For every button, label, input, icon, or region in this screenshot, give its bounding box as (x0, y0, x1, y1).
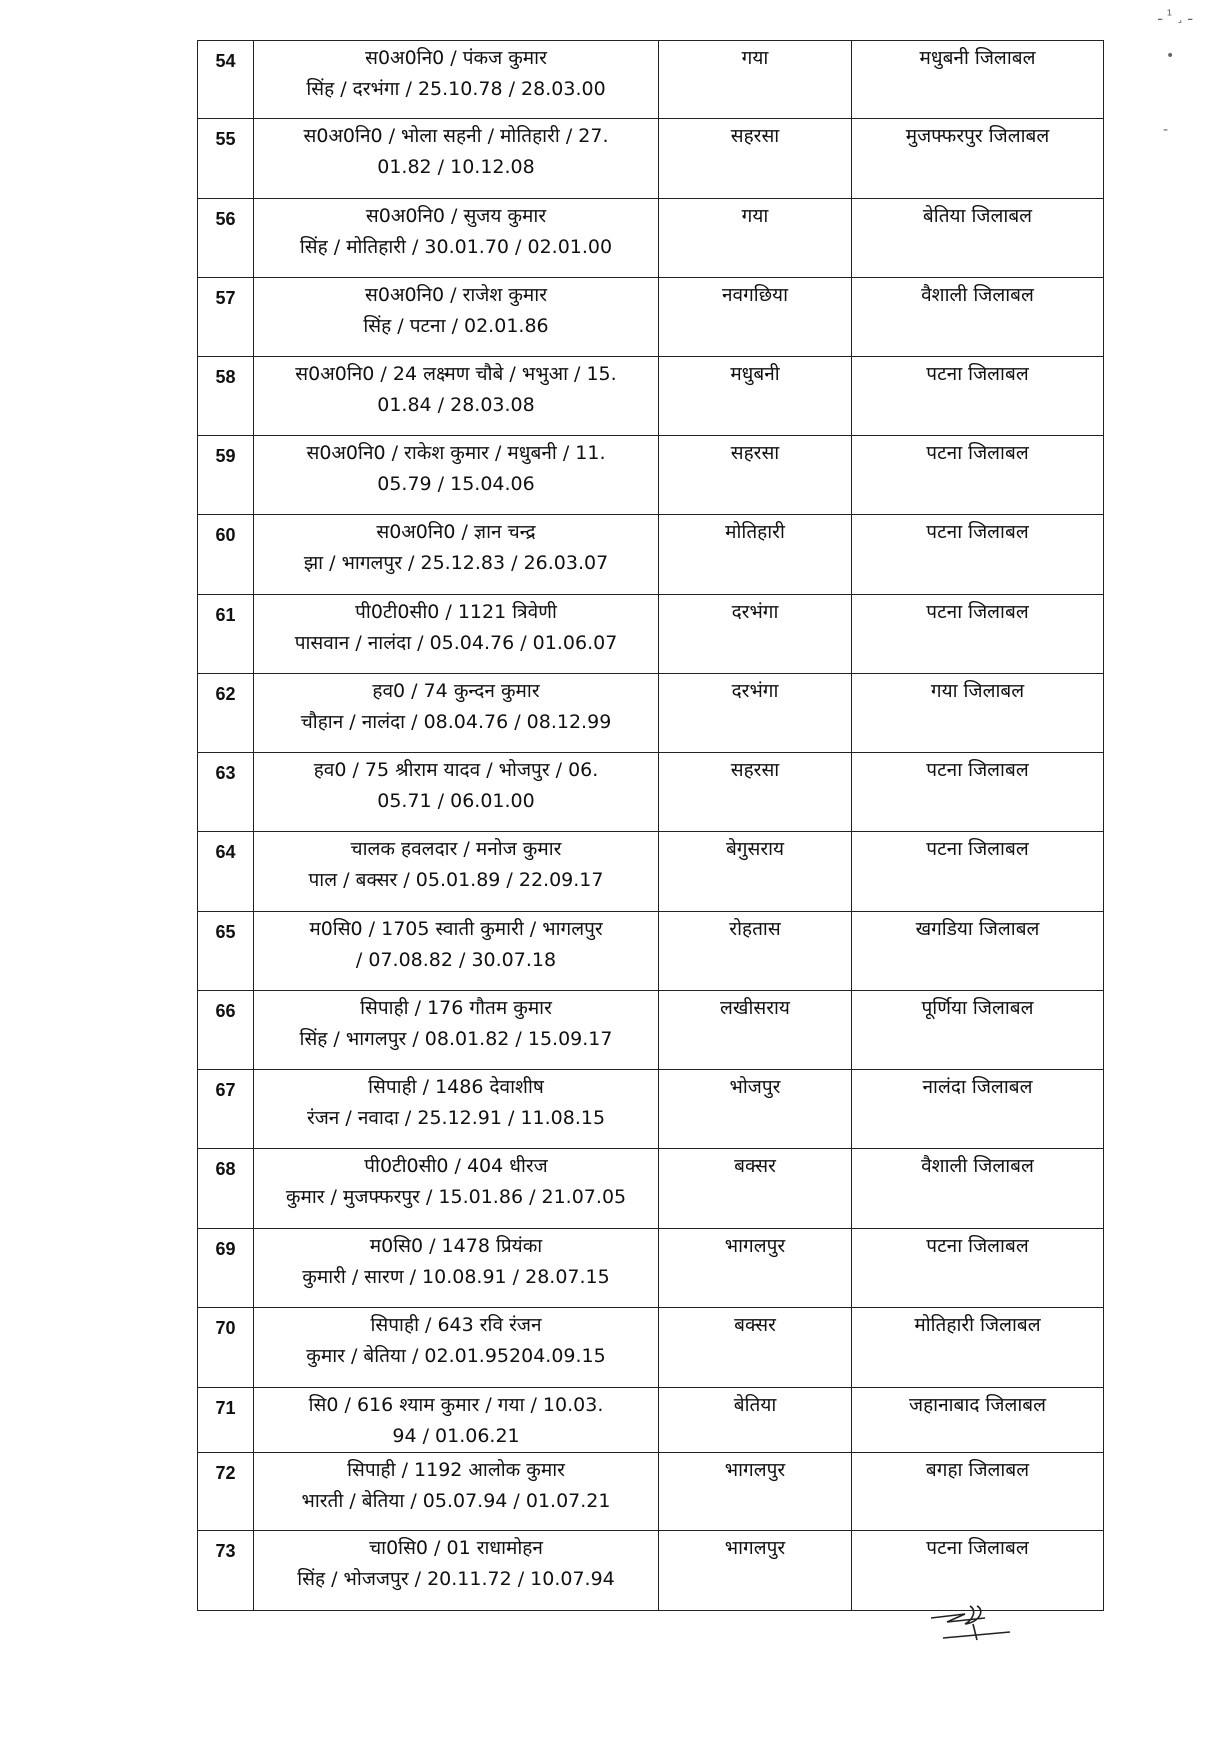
current-posting: भागलपुर (659, 1453, 852, 1531)
serial-number: 72 (198, 1453, 254, 1531)
new-posting: पटना जिलाबल (852, 832, 1104, 912)
details-line: सिंह / दरभंगा / 25.10.78 / 28.03.00 (306, 78, 606, 100)
employee-details (254, 991, 659, 1070)
new-posting: पटना जिलाबल (852, 595, 1104, 674)
current-posting: रोहतास (659, 912, 852, 991)
serial-number: 57 (198, 278, 254, 357)
details-line: हव0 / 75 श्रीराम यादव / भोजपुर / 06. (313, 759, 599, 781)
employee-details (254, 1453, 659, 1531)
current-posting: बेतिया (659, 1388, 852, 1453)
new-posting: वैशाली जिलाबल (852, 278, 1104, 357)
new-posting: पूर्णिया जिलाबल (852, 991, 1104, 1070)
table-row (198, 1453, 1104, 1531)
serial-number: 61 (198, 595, 254, 674)
details-line: चौहान / नालंदा / 08.04.76 / 08.12.99 (300, 711, 612, 733)
details-line: स0अ0नि0 / राजेश कुमार (365, 284, 547, 306)
serial-number: 71 (198, 1388, 254, 1453)
new-posting: मुजफ्फरपुर जिलाबल (852, 119, 1104, 199)
serial-number: 73 (198, 1531, 254, 1611)
serial-number: 59 (198, 436, 254, 515)
employee-details (254, 278, 659, 357)
serial-number: 55 (198, 119, 254, 199)
current-posting: भोजपुर (659, 1070, 852, 1149)
employee-details (254, 832, 659, 912)
details-line: हव0 / 74 कुन्दन कुमार (372, 680, 540, 702)
table-row (198, 357, 1104, 436)
serial-number: 66 (198, 991, 254, 1070)
current-posting: बेगुसराय (659, 832, 852, 912)
new-posting: वैशाली जिलाबल (852, 1149, 1104, 1229)
new-posting: बेतिया जिलाबल (852, 199, 1104, 278)
serial-number: 67 (198, 1070, 254, 1149)
serial-number: 69 (198, 1229, 254, 1308)
details-line: सिपाही / 1486 देवाशीष (368, 1076, 544, 1098)
serial-number: 60 (198, 515, 254, 595)
details-line: कुमार / बेतिया / 02.01.95204.09.15 (306, 1345, 606, 1367)
table-row (198, 515, 1104, 595)
current-posting: दरभंगा (659, 595, 852, 674)
details-line: / 07.08.82 / 30.07.18 (355, 949, 557, 971)
current-posting: गया (659, 199, 852, 278)
employee-details (254, 199, 659, 278)
table-row (198, 1531, 1104, 1611)
current-posting: बक्सर (659, 1149, 852, 1229)
details-line: सिंह / पटना / 02.01.86 (363, 315, 549, 337)
current-posting: गया (659, 41, 852, 119)
details-line: सिपाही / 176 गौतम कुमार (360, 997, 552, 1019)
details-line: म0सि0 / 1478 प्रियंका (369, 1235, 543, 1257)
employee-details (254, 753, 659, 832)
table-row (198, 436, 1104, 515)
details-line: कुमार / मुजफ्फरपुर / 15.01.86 / 21.07.05 (285, 1186, 627, 1208)
new-posting: जहानाबाद जिलाबल (852, 1388, 1104, 1453)
serial-number: 65 (198, 912, 254, 991)
details-line: म0सि0 / 1705 स्वाती कुमारी / भागलपुर (309, 918, 603, 940)
new-posting: पटना जिलाबल (852, 1531, 1104, 1611)
details-line: स0अ0नि0 / ज्ञान चन्द्र (376, 521, 536, 543)
new-posting: बगहा जिलाबल (852, 1453, 1104, 1531)
serial-number: 62 (198, 674, 254, 753)
table-row (198, 674, 1104, 753)
new-posting: पटना जिलाबल (852, 1229, 1104, 1308)
scan-dot: • (1166, 48, 1175, 64)
table-row (198, 595, 1104, 674)
current-posting: सहरसा (659, 436, 852, 515)
employee-details (254, 1070, 659, 1149)
new-posting: पटना जिलाबल (852, 436, 1104, 515)
details-line: चा0सि0 / 01 राधामोहन (369, 1537, 543, 1559)
details-line: 05.79 / 15.04.06 (377, 473, 535, 495)
current-posting: मधुबनी (659, 357, 852, 436)
details-line: सिंह / मोतिहारी / 30.01.70 / 02.01.00 (299, 236, 613, 258)
serial-number: 56 (198, 199, 254, 278)
new-posting: पटना जिलाबल (852, 357, 1104, 436)
employee-details (254, 1229, 659, 1308)
details-line: सिपाही / 643 रवि रंजन (370, 1314, 542, 1336)
details-line: स0अ0नि0 / पंकज कुमार (365, 47, 547, 69)
table-row (198, 1308, 1104, 1388)
details-line: पी0टी0सी0 / 1121 त्रिवेणी (355, 601, 557, 623)
table-row (198, 832, 1104, 912)
details-line: स0अ0नि0 / सुजय कुमार (365, 205, 547, 227)
employee-details (254, 674, 659, 753)
serial-number: 58 (198, 357, 254, 436)
current-posting: सहरसा (659, 753, 852, 832)
new-posting: खगडिया जिलाबल (852, 912, 1104, 991)
details-line: सिंह / भोजजपुर / 20.11.72 / 10.07.94 (297, 1568, 615, 1590)
serial-number: 64 (198, 832, 254, 912)
details-line: पासवान / नालंदा / 05.04.76 / 01.06.07 (294, 632, 618, 654)
current-posting: भागलपुर (659, 1531, 852, 1611)
table-row (198, 991, 1104, 1070)
posting-table (197, 40, 1104, 1611)
details-line: पी0टी0सी0 / 404 धीरज (364, 1155, 548, 1177)
details-line: झा / भागलपुर / 25.12.83 / 26.03.07 (303, 552, 609, 574)
employee-details (254, 119, 659, 199)
table-row (198, 41, 1104, 119)
current-posting: मोतिहारी (659, 515, 852, 595)
details-line: भारती / बेतिया / 05.07.94 / 01.07.21 (301, 1490, 611, 1512)
details-line: 94 / 01.06.21 (392, 1425, 520, 1447)
details-line: स0अ0नि0 / राकेश कुमार / मधुबनी / 11. (306, 442, 606, 464)
details-line: स0अ0नि0 / भोला सहनी / मोतिहारी / 27. (303, 125, 609, 147)
current-posting: दरभंगा (659, 674, 852, 753)
details-line: कुमारी / सारण / 10.08.91 / 28.07.15 (302, 1266, 610, 1288)
table-row (198, 1070, 1104, 1149)
serial-number: 70 (198, 1308, 254, 1388)
scan-mark-top-right: ـ ¸ ¹ ـ (1158, 8, 1193, 24)
new-posting: नालंदा जिलाबल (852, 1070, 1104, 1149)
current-posting: नवगछिया (659, 278, 852, 357)
scan-dash: - (1163, 122, 1169, 138)
details-line: स0अ0नि0 / 24 लक्ष्मण चौबे / भभुआ / 15. (295, 363, 617, 385)
employee-details (254, 436, 659, 515)
employee-details (254, 1149, 659, 1229)
new-posting: पटना जिलाबल (852, 753, 1104, 832)
table-row (198, 278, 1104, 357)
employee-details (254, 41, 659, 119)
employee-details (254, 515, 659, 595)
current-posting: बक्सर (659, 1308, 852, 1388)
details-line: सिंह / भागलपुर / 08.01.82 / 15.09.17 (299, 1028, 613, 1050)
details-line: 01.82 / 10.12.08 (377, 156, 535, 178)
signature (925, 1600, 1015, 1645)
details-line: 01.84 / 28.03.08 (377, 394, 535, 416)
serial-number: 68 (198, 1149, 254, 1229)
details-line: सिपाही / 1192 आलोक कुमार (347, 1459, 565, 1481)
serial-number: 63 (198, 753, 254, 832)
current-posting: भागलपुर (659, 1229, 852, 1308)
current-posting: सहरसा (659, 119, 852, 199)
employee-details (254, 1308, 659, 1388)
employee-details (254, 912, 659, 991)
details-line: सि0 / 616 श्याम कुमार / गया / 10.03. (308, 1394, 604, 1416)
serial-number: 54 (198, 41, 254, 119)
employee-details (254, 595, 659, 674)
table-row (198, 199, 1104, 278)
new-posting: पटना जिलाबल (852, 515, 1104, 595)
table-row (198, 1149, 1104, 1229)
table-row (198, 1229, 1104, 1308)
employee-details (254, 1388, 659, 1453)
details-line: पाल / बक्सर / 05.01.89 / 22.09.17 (308, 869, 604, 891)
table-row (198, 753, 1104, 832)
new-posting: गया जिलाबल (852, 674, 1104, 753)
table-row (198, 1388, 1104, 1453)
new-posting: मोतिहारी जिलाबल (852, 1308, 1104, 1388)
new-posting: मधुबनी जिलाबल (852, 41, 1104, 119)
table-row (198, 912, 1104, 991)
employee-details (254, 357, 659, 436)
details-line: चालक हवलदार / मनोज कुमार (350, 838, 562, 860)
details-line: रंजन / नवादा / 25.12.91 / 11.08.15 (306, 1107, 606, 1129)
details-line: 05.71 / 06.01.00 (377, 790, 535, 812)
employee-details (254, 1531, 659, 1611)
table-row (198, 119, 1104, 199)
current-posting: लखीसराय (659, 991, 852, 1070)
